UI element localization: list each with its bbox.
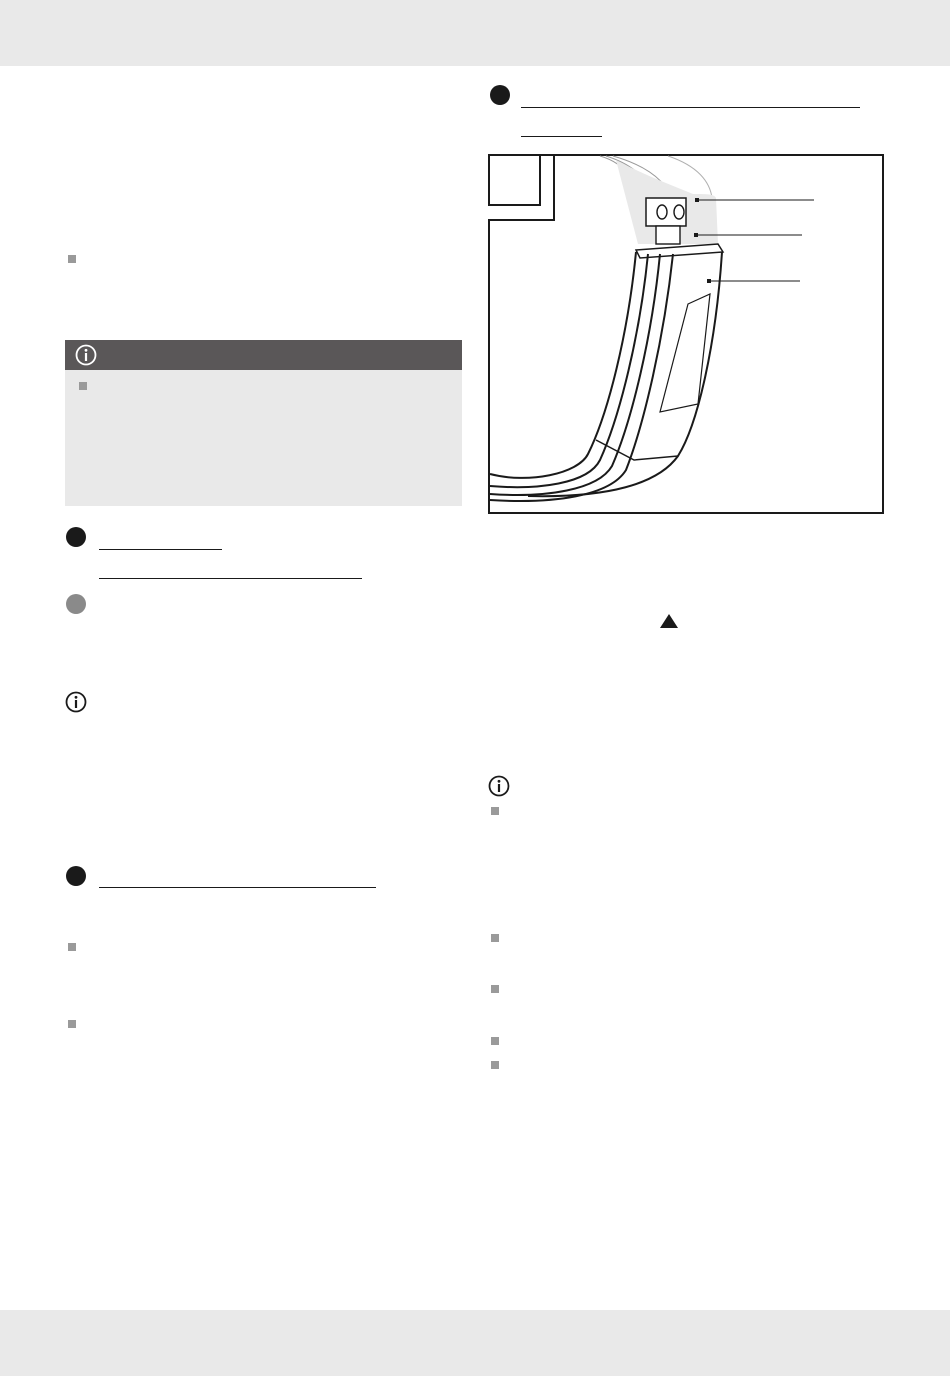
bullet-icon <box>68 255 76 263</box>
heading-underline <box>99 578 362 579</box>
bullet-icon <box>68 943 76 951</box>
bullet-icon <box>491 1061 499 1069</box>
up-triangle-icon <box>659 613 679 629</box>
heading-underline <box>99 549 222 550</box>
info-icon <box>75 344 97 366</box>
note-header <box>65 340 462 370</box>
heading-underline <box>521 136 602 137</box>
device-strap-illustration <box>488 154 884 514</box>
bullet-icon <box>491 934 499 942</box>
info-icon <box>65 691 87 713</box>
heading-underline <box>99 887 376 888</box>
footer-band <box>0 1310 950 1376</box>
bullet-icon <box>491 1037 499 1045</box>
bullet-icon <box>491 985 499 993</box>
step-circle-icon <box>490 85 510 105</box>
bullet-icon <box>68 1020 76 1028</box>
step-circle-inactive-icon <box>66 594 86 614</box>
bullet-icon <box>79 382 87 390</box>
info-icon <box>488 775 510 797</box>
step-circle-icon <box>66 527 86 547</box>
note-box <box>65 340 462 506</box>
bullet-icon <box>491 807 499 815</box>
header-band <box>0 0 950 66</box>
heading-underline <box>521 107 860 108</box>
step-circle-icon <box>66 866 86 886</box>
